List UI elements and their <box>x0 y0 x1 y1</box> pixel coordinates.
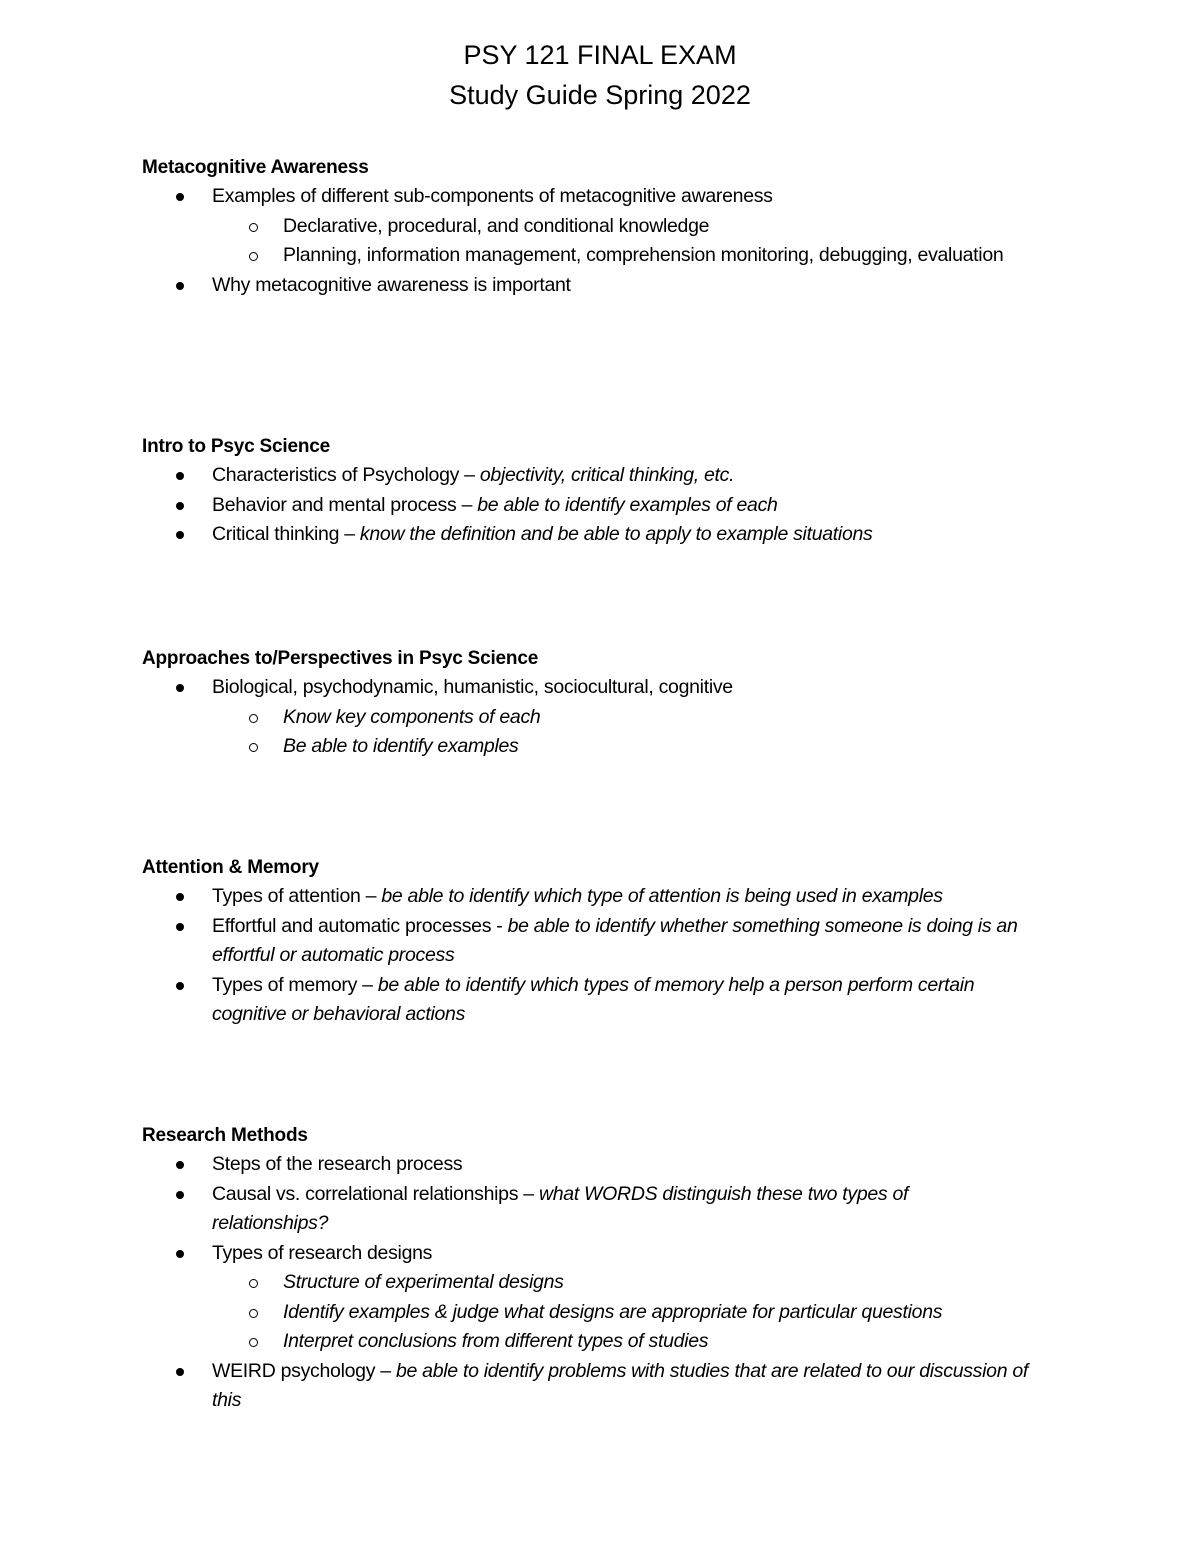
item-text: Types of research designs <box>212 1241 433 1264</box>
item-note: what WORDS distinguish these two types of relationships? <box>212 1182 909 1234</box>
section-research-methods <box>142 1121 1102 1416</box>
sub-list-item <box>142 1327 1102 1357</box>
bullet-list <box>142 1150 1102 1416</box>
list-item <box>142 461 1102 491</box>
list-item <box>142 182 1102 212</box>
bullet-list <box>142 182 1102 300</box>
list-item <box>142 1180 1102 1239</box>
item-note: be able to identify examples of each <box>477 493 778 516</box>
item-text: Types of memory – <box>212 973 378 996</box>
list-item <box>142 912 1102 971</box>
list-item <box>142 882 1102 912</box>
item-note: Be able to identify examples <box>283 735 519 757</box>
list-item <box>142 1357 1102 1416</box>
section-heading: Approaches to/Perspectives in Psyc Science <box>142 648 539 669</box>
item-note: Know key components of each <box>283 705 541 728</box>
sub-list-item <box>142 241 1102 271</box>
item-text: Why metacognitive awareness is important <box>212 273 571 296</box>
item-note: be able to identify problems with studies that are related to our discussion of this <box>212 1359 1029 1411</box>
item-text: Types of attention – <box>212 885 382 907</box>
list-item <box>142 673 1102 703</box>
item-text: Critical thinking – <box>212 523 360 545</box>
item-note: Identify examples & judge what designs are appropriate for particular questions <box>283 1300 943 1323</box>
bullet-list <box>142 673 1102 762</box>
list-item <box>142 491 1102 521</box>
sub-list-item <box>142 732 1102 762</box>
item-note: Structure of experimental designs <box>283 1271 564 1293</box>
sub-list-item <box>142 1298 1102 1328</box>
list-item <box>142 1150 1102 1180</box>
list-item <box>142 520 1102 550</box>
section-approaches-perspectives <box>142 644 1102 762</box>
sub-list-item <box>142 1268 1102 1298</box>
section-heading: Research Methods <box>142 1125 308 1146</box>
item-text: Behavior and mental process – <box>212 493 478 516</box>
item-note: be able to identify whether something someone is doing is an effortful or automatic process <box>212 914 1018 966</box>
section-attention-memory <box>142 853 1102 1030</box>
bullet-list <box>142 461 1102 550</box>
section-intro-psyc-science <box>142 432 1102 550</box>
item-note: be able to identify which type of attention is being used in examples <box>381 885 943 907</box>
document-subtitle: Study Guide Spring 2022 <box>449 80 751 110</box>
item-text: Effortful and automatic processes - <box>212 914 508 937</box>
sub-list-item <box>142 703 1102 733</box>
item-text: Planning, information management, comprehension monitoring, debugging, evaluation <box>283 244 1004 266</box>
item-note: objectivity, critical thinking, etc. <box>479 464 735 486</box>
list-item <box>142 271 1102 301</box>
item-text: Examples of different sub-components of metacognitive awareness <box>212 185 773 207</box>
section-heading: Attention & Memory <box>142 857 319 878</box>
list-item <box>142 971 1102 1030</box>
item-text: Biological, psychodynamic, humanistic, sociocultural, cognitive <box>212 676 733 698</box>
item-note: know the definition and be able to apply to example situations <box>359 523 873 545</box>
item-text: Causal vs. correlational relationships – <box>212 1182 539 1205</box>
item-text: WEIRD psychology – <box>212 1359 396 1382</box>
list-item <box>142 1239 1102 1269</box>
item-note: be able to identify which types of memory help a person perform certain cognitive or behavioral actions <box>212 973 975 1025</box>
item-text: Steps of the research process <box>212 1153 463 1175</box>
section-metacognitive-awareness <box>142 153 1102 300</box>
bullet-list <box>142 882 1102 1030</box>
section-heading: Intro to Psyc Science <box>142 436 330 457</box>
sub-list-item <box>142 212 1102 242</box>
item-text: Declarative, procedural, and conditional knowledge <box>283 214 710 237</box>
item-note: Interpret conclusions from different types of studies <box>283 1330 709 1352</box>
section-heading: Metacognitive Awareness <box>142 157 369 178</box>
document-title: PSY 121 FINAL EXAM <box>463 40 737 70</box>
item-text: Characteristics of Psychology – <box>212 464 480 486</box>
